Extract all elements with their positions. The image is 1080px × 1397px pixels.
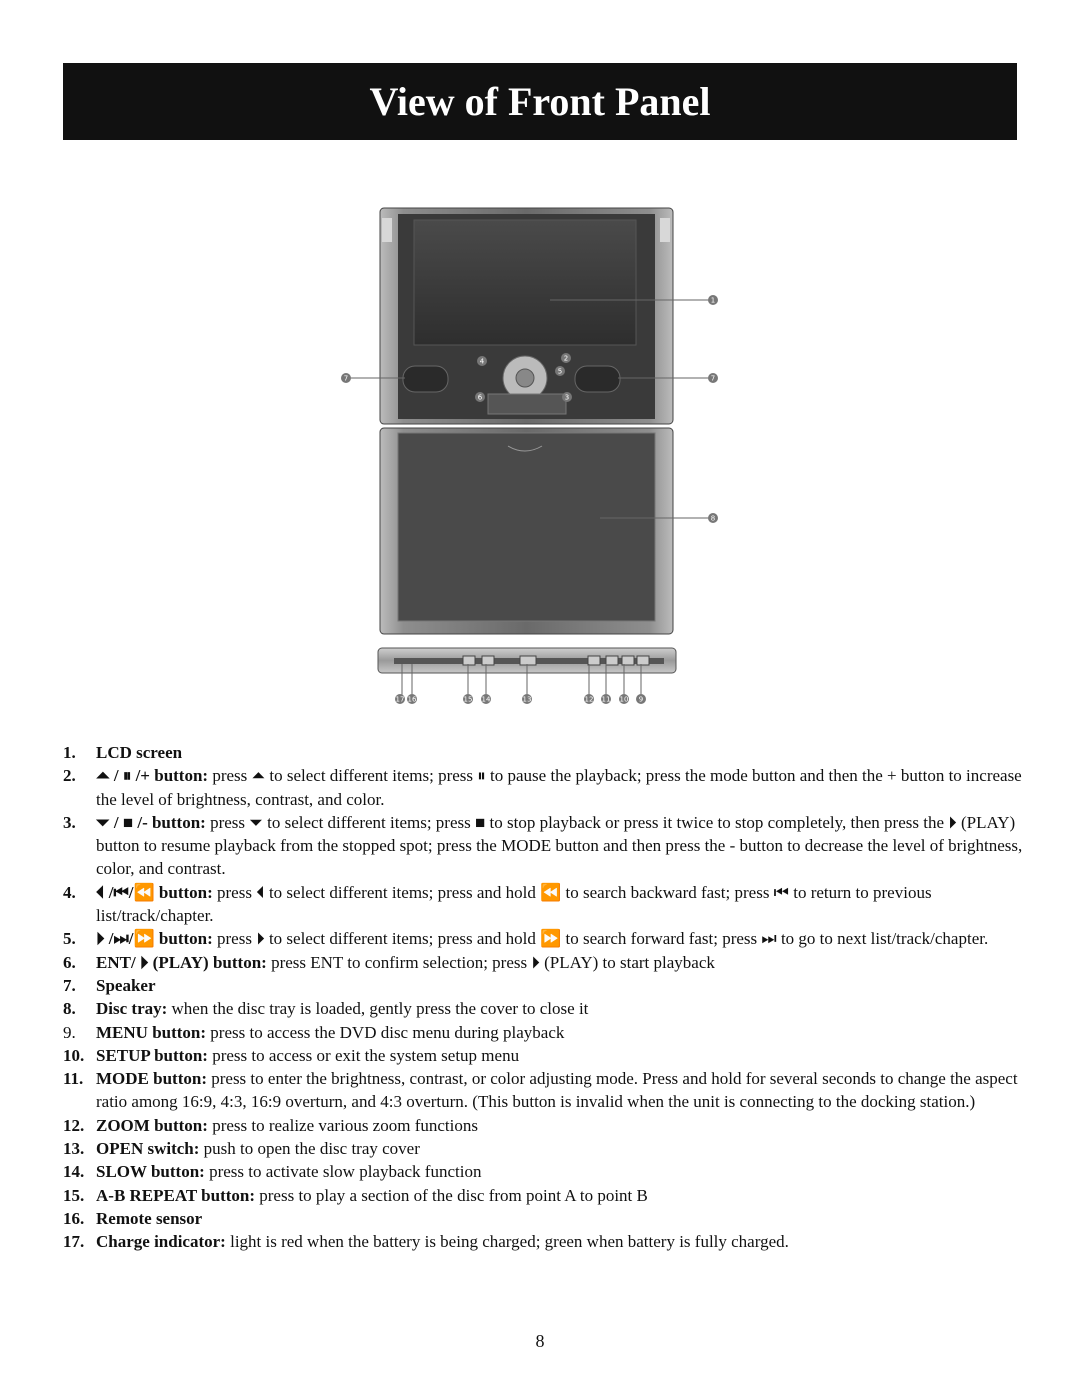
list-item: 5. ⏵ /⏭/⏩ button: press ⏵ to select different items; press and hold ⏩ to search forward fast; press ⏭ to go to next list/track/chapter.: [63, 929, 989, 949]
svg-text:14: 14: [481, 695, 491, 704]
svg-text:4: 4: [479, 357, 485, 366]
callout-17: [395, 694, 405, 704]
callout-6: [475, 392, 485, 402]
callout-9: [636, 694, 646, 704]
page-number: 8: [535, 1331, 545, 1351]
disc-tray: [398, 433, 655, 621]
page-title: View of Front Panel: [369, 79, 711, 124]
list-item: 10. SETUP button: press to access or exit the system setup menu: [63, 1045, 520, 1065]
svg-text:16: 16: [407, 695, 417, 704]
svg-text:6: 6: [477, 393, 483, 402]
list-item: 13. OPEN switch: push to open the disc tray cover: [63, 1139, 420, 1159]
list-item: 4. ⏴ /⏮/⏪ button: press ⏴ to select different items; press and hold ⏪ to search backward fast; press ⏮ to return to previous list/track/chapter.: [63, 882, 932, 926]
svg-text:12: 12: [584, 695, 594, 704]
parts-list: [63, 741, 1023, 1254]
callout-15: [463, 694, 473, 704]
callout-16: [407, 694, 417, 704]
callout-2: [561, 353, 571, 363]
callout-13: [522, 694, 532, 704]
callout-11: [601, 694, 611, 704]
front-panel-figure: [330, 200, 750, 715]
callout-1: [708, 295, 718, 305]
list-item: 6. ENT/ ⏵ (PLAY) button: press ENT to confirm selection; press ⏵ (PLAY) to start playback: [63, 952, 715, 972]
svg-text:13: 13: [522, 695, 532, 704]
lcd-screen: [414, 220, 636, 345]
svg-text:15: 15: [463, 695, 473, 704]
svg-text:5: 5: [557, 367, 563, 376]
callout-7-left: [341, 373, 351, 383]
lower-unit: [380, 428, 673, 634]
list-item: 11. MODE button: press to enter the brightness, contrast, or color adjusting mode. Press and hold for several seconds to change the aspect ratio among 16:9, 4:3, 16:9 overturn, and 4:3 overturn. (This button is invalid when the unit is connecting to the docking station.): [63, 1069, 1018, 1112]
list-item: 16. Remote sensor: [63, 1208, 203, 1228]
svg-text:10: 10: [619, 695, 629, 704]
svg-text:11: 11: [601, 695, 611, 704]
list-item: 8. Disc tray: when the disc tray is loaded, gently press the cover to close it: [63, 999, 589, 1019]
list-item: 9. MENU button: press to access the DVD disc menu during playback: [63, 1022, 565, 1042]
svg-text:8: 8: [710, 514, 716, 523]
list-item: 12. ZOOM button: press to realize various zoom functions: [63, 1115, 478, 1135]
callout-7-right: [708, 373, 718, 383]
svg-text:2: 2: [563, 354, 569, 363]
svg-text:9: 9: [638, 695, 644, 704]
callout-4: [477, 356, 487, 366]
list-item: 2. ⏶ / ⏸ /+ button: press ⏶ to select different items; press ⏸ to pause the playback; press the mode button and then the + button to increase the level of brightness, contrast, and color.: [63, 766, 1022, 809]
svg-text:7: 7: [710, 374, 716, 383]
list-item: 17. Charge indicator: light is red when the battery is being charged; green when battery is fully charged.: [63, 1232, 789, 1252]
callout-3: [562, 392, 572, 402]
callout-12: [584, 694, 594, 704]
list-item: 15. A-B REPEAT button: press to play a section of the disc from point A to point B: [63, 1185, 648, 1205]
callout-14: [481, 694, 491, 704]
list-item: 14. SLOW button: press to activate slow playback function: [63, 1162, 482, 1182]
left-speaker: [403, 366, 448, 392]
svg-text:17: 17: [395, 695, 405, 704]
title-banner: [63, 63, 1017, 140]
svg-text:7: 7: [343, 374, 349, 383]
upper-unit: [380, 208, 673, 424]
list-item: 1. LCD screen: [63, 743, 183, 762]
callout-5: [555, 366, 565, 376]
callout-10: [619, 694, 629, 704]
callout-8: [708, 513, 718, 523]
list-item: 7. Speaker: [63, 975, 156, 995]
svg-text:3: 3: [564, 393, 570, 402]
svg-text:1: 1: [710, 296, 716, 305]
list-item: 3. ⏷ / ■ /- button: press ⏷ to select different items; press ■ to stop playback or press it twice to stop completely, then press the ⏵ (PLAY) button to resume playback from the stopped spot; press the MODE button and then press the - button to decrease the level of brightness, color, and contrast.: [63, 812, 1023, 879]
right-speaker: [575, 366, 620, 392]
